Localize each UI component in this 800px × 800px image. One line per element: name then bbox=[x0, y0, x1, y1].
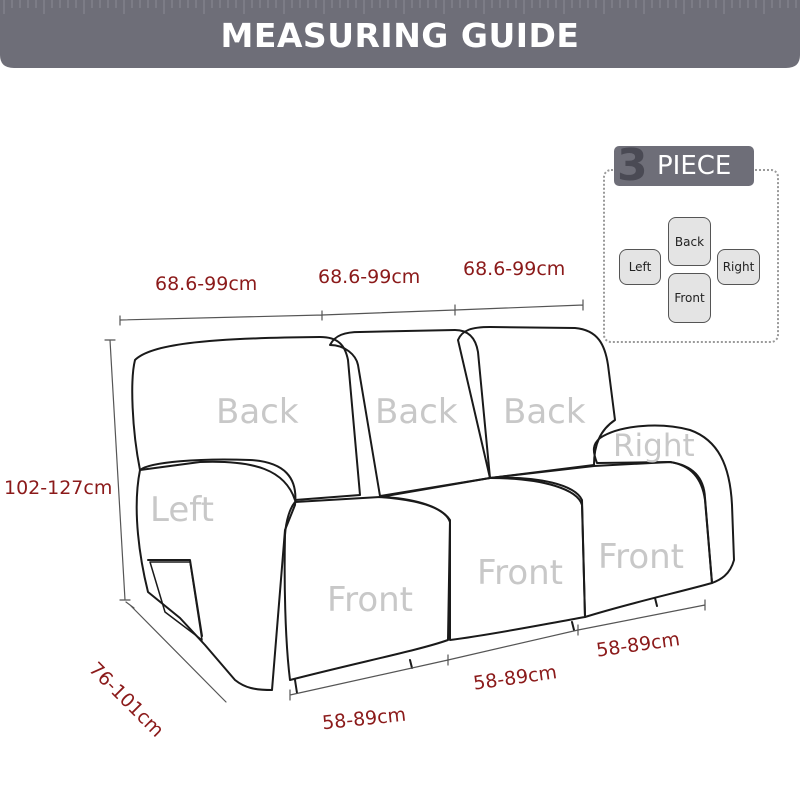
sofa-label-back-right: Back bbox=[503, 392, 586, 432]
sofa-label-left-arm: Left bbox=[150, 490, 214, 530]
dimension-back-width-3: 68.6-99cm bbox=[463, 258, 566, 280]
sofa-label-back-left: Back bbox=[216, 392, 299, 432]
sofa-label-back-middle: Back bbox=[375, 392, 458, 432]
sofa-label-front-middle: Front bbox=[477, 553, 563, 593]
piece-cell-left: Left bbox=[619, 249, 661, 285]
sofa-label-right-arm: Right bbox=[613, 428, 695, 464]
sofa-label-front-right: Front bbox=[598, 537, 684, 577]
dimension-seat-width-3: 58-89cm bbox=[594, 628, 682, 662]
sofa-label-front-left: Front bbox=[327, 580, 413, 620]
dimension-back-width-2: 68.6-99cm bbox=[318, 266, 421, 288]
piece-word: PIECE bbox=[657, 151, 732, 181]
dimension-back-width-1: 68.6-99cm bbox=[155, 273, 258, 295]
dimension-depth: 76-101cm bbox=[84, 658, 169, 742]
piece-cell-right: Right bbox=[717, 249, 760, 285]
piece-count: 3 bbox=[617, 140, 648, 191]
dimension-seat-width-1: 58-89cm bbox=[321, 703, 408, 735]
piece-cell-front: Front bbox=[668, 273, 711, 323]
piece-cell-back: Back bbox=[668, 217, 711, 266]
dimension-seat-width-2: 58-89cm bbox=[471, 661, 559, 695]
page-title: MEASURING GUIDE bbox=[220, 16, 580, 55]
dimension-height: 102-127cm bbox=[4, 477, 113, 499]
